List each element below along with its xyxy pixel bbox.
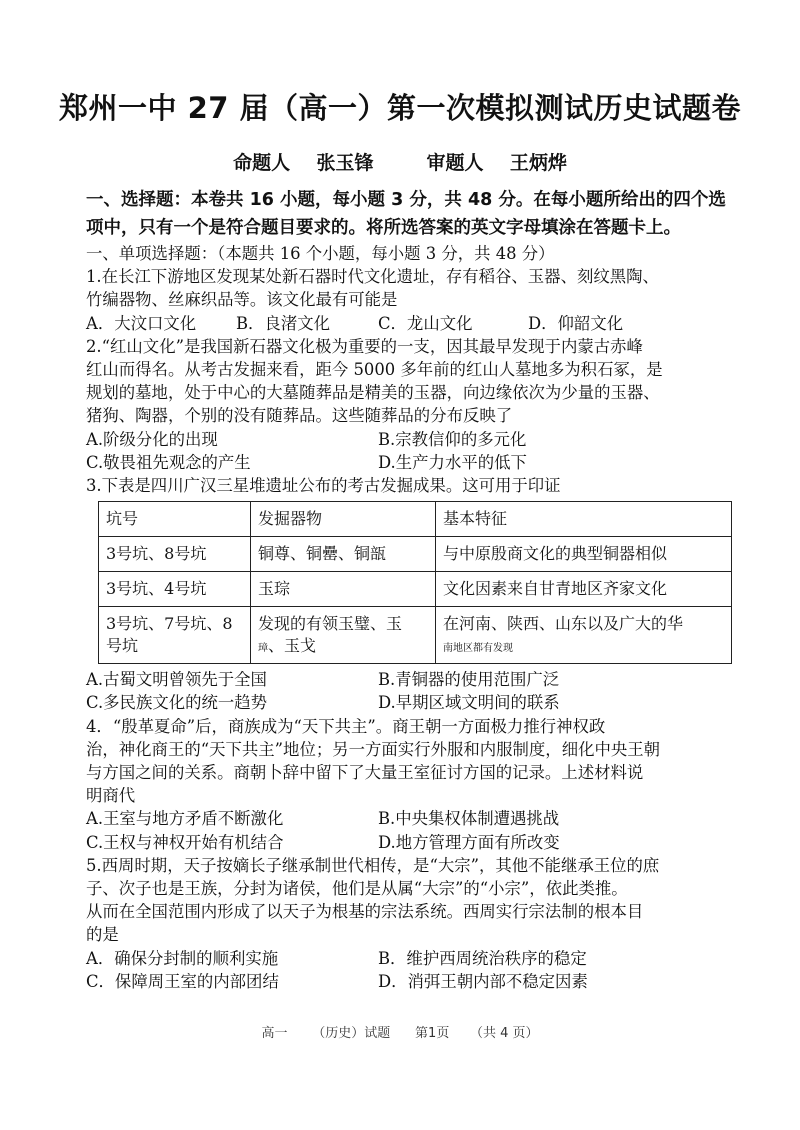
table-cell: 与中原殷商文化的典型铜器相似 — [436, 537, 732, 572]
option-d: D.早期区域文明间的联系 — [378, 693, 560, 713]
table-header: 基本特征 — [436, 502, 732, 537]
option-d: D.生产力水平的低下 — [378, 452, 527, 472]
excavation-table — [98, 501, 732, 664]
option-a: A.王室与地方矛盾不断激化 — [86, 809, 284, 829]
question-text: 竹编器物、丝麻织品等。该文化最有可能是 — [86, 290, 398, 310]
question-text: 明商代 — [86, 786, 136, 806]
question-5 — [86, 854, 720, 993]
question-1 — [86, 265, 720, 335]
question-options — [86, 668, 720, 691]
question-text: 2.“红山文化”是我国新石器文化极为重要的一支，因其最早发现于内蒙古赤峰 — [86, 336, 643, 356]
table-cell: 铜尊、铜罍、铜瓿 — [251, 537, 436, 572]
option-d: D.地方管理方面有所改变 — [378, 832, 560, 852]
option-d: D．仰韶文化 — [528, 313, 624, 333]
option-a: A．确保分封制的顺利实施 — [86, 948, 279, 968]
question-options — [86, 947, 720, 970]
cell-small-text: 璋 — [258, 643, 268, 655]
table-row — [99, 537, 732, 572]
option-c: C．保障周王室的内部团结 — [86, 971, 279, 991]
question-text: 猪狗、陶器，个别的没有随葬品。这些随葬品的分布反映了 — [86, 406, 513, 426]
exam-title: 郑州一中 27 届（高一）第一次模拟测试历史试题卷 — [58, 91, 742, 125]
question-options — [86, 312, 720, 335]
cell-text: 、玉戈 — [268, 636, 317, 656]
table-header-row — [99, 502, 732, 537]
option-c: C.多民族文化的统一趋势 — [86, 693, 268, 713]
question-options — [86, 691, 720, 714]
question-text: 子、次子也是王族，分封为诸侯，他们是从属“大宗”的“小宗”，依此类推。 — [86, 879, 628, 899]
question-text: 的是 — [86, 925, 119, 945]
question-options — [86, 831, 720, 854]
option-c: C.王权与神权开始有机结合 — [86, 832, 284, 852]
option-d: D．消弭王朝内部不稳定因素 — [378, 971, 588, 991]
option-c: C.敬畏祖先观念的产生 — [86, 452, 251, 472]
option-b: B.青铜器的使用范围广泛 — [378, 670, 560, 690]
section-instructions — [86, 186, 726, 242]
question-text: 与方国之间的关系。商朝卜辞中留下了大量王室征讨方国的记录。上述材料说 — [86, 763, 644, 783]
table-cell — [436, 607, 732, 664]
table-cell — [251, 607, 436, 664]
option-b: B.中央集权体制遭遇挑战 — [378, 809, 560, 829]
option-c: C．龙山文化 — [378, 313, 473, 333]
question-options — [86, 970, 720, 993]
option-a: A.阶级分化的出现 — [86, 429, 218, 449]
option-a: A．大汶口文化 — [86, 313, 197, 333]
question-4 — [86, 715, 720, 854]
question-text: 1.在长江下游地区发现某处新石器时代文化遗址，存有稻谷、玉器、刻纹黑陶、 — [86, 267, 659, 287]
question-text: 4．“殷革夏命”后，商族成为“天下共主”。商王朝一方面极力推行神权政 — [86, 716, 606, 736]
table-cell: 3号坑、7号坑、8号坑 — [99, 607, 251, 664]
question-text: 3.下表是四川广汉三星堆遗址公布的考古发掘成果。这可用于印证 — [86, 476, 561, 496]
question-text: 规划的墓地，处于中心的大墓随葬品是精美的玉器，向边缘依次为少量的玉器、 — [86, 383, 660, 403]
cell-small-text: 南地区都有发现 — [443, 643, 513, 655]
exam-authors: 命题人 张玉锋 审题人 王炳烨 — [233, 152, 567, 174]
table-row — [99, 607, 732, 664]
table-cell: 3号坑、4号坑 — [99, 572, 251, 607]
question-3 — [86, 474, 720, 715]
option-a: A.古蜀文明曾领先于全国 — [86, 670, 267, 690]
question-text: 从而在全国范围内形成了以天子为根基的宗法系统。西周实行宗法制的根本目 — [86, 902, 644, 922]
table-cell: 文化因素来自甘青地区齐家文化 — [436, 572, 732, 607]
question-options — [86, 807, 720, 830]
question-2 — [86, 335, 720, 474]
option-b: B.宗教信仰的多元化 — [378, 429, 527, 449]
question-text: 治，神化商王的“天下共主”地位；另一方面实行外服和内服制度，细化中央王朝 — [86, 739, 661, 759]
question-options — [86, 428, 720, 451]
table-header: 发掘器物 — [251, 502, 436, 537]
question-text: 5.西周时期，天子按嫡长子继承制世代相传，是“大宗”，其他不能继承王位的庶 — [86, 855, 660, 875]
option-b: B．良渚文化 — [236, 313, 330, 333]
question-text: 红山而得名。从考古发掘来看，距今 5000 多年前的红山人墓地多为积石冢，是 — [86, 360, 663, 380]
option-b: B．维护西周统治秩序的稳定 — [378, 948, 587, 968]
exam-body — [86, 242, 720, 993]
table-row — [99, 572, 732, 607]
question-options — [86, 451, 720, 474]
table-cell: 3号坑、8号坑 — [99, 537, 251, 572]
page-footer: 高一 （历史）试题 第1页 （共 4 页） — [261, 1026, 539, 1041]
subheading: 一、单项选择题：（本题共 16 个小题，每小题 3 分，共 48 分） — [86, 244, 555, 263]
cell-text: 发现的有领玉璧、玉 — [258, 614, 403, 634]
cell-text: 在河南、陕西、山东以及广大的华 — [443, 614, 684, 634]
section-line: 项中，只有一个是符合题目要求的。将所选答案的英文字母填涂在答题卡上。 — [86, 218, 681, 238]
table-cell: 玉琮 — [251, 572, 436, 607]
section-line: 一、选择题：本卷共 16 小题，每小题 3 分，共 48 分。在每小题所给出的四个选 — [86, 190, 726, 210]
table-header: 坑号 — [99, 502, 251, 537]
